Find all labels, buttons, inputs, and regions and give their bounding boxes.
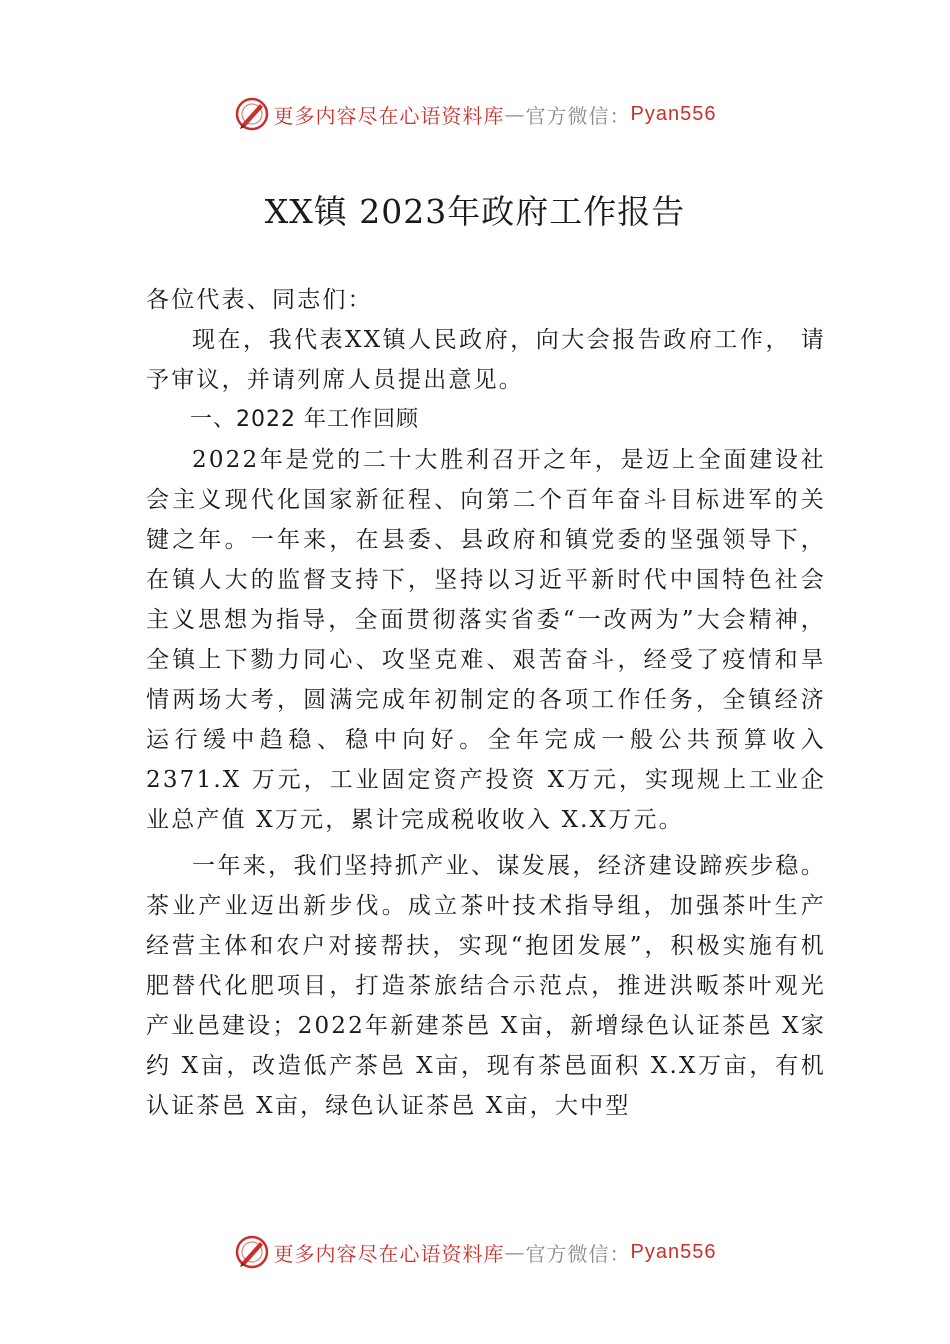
greeting: 各位代表、同志们： [146, 287, 373, 313]
banner-separator: — [504, 1240, 526, 1264]
document-body [146, 280, 826, 1126]
banner-wechat-label: 官方微信： [525, 103, 631, 128]
banner-wechat-label: 官方微信： [525, 1241, 631, 1266]
banner-wechat-id: Pyan556 [630, 1240, 717, 1263]
body-paragraph-1: 2022年是党的二十大胜利召开之年，是迈上全面建设社会主义现代化国家新征程、向第二个百年奋斗目标进军的关键之年。一年来，在县委、县政府和镇党委的坚强领导下， 在镇人大的监督支持下，坚持以习近平新时代中国特色社会主义思想为指导，全面贯彻落实省委“一改两为”大会精神， 全镇上下勠力同心、攻坚克难、艰苦奋斗，经受了疫情和旱情两场大考，圆满完成年初制定的各项工作任务，全镇经济运行缓中趋稳、稳中向好。全年完成一般公共预算收入2371.X 万元，工业固定资产投资 X万元，实现规上工业企业总产值 X万元，累计完成税收收入 X.X万元。 [146, 447, 826, 833]
banner-text: 更多内容尽在心语资料库 [273, 103, 505, 128]
document-title: XX镇 2023年政府工作报告 [264, 192, 686, 231]
footer-banner [0, 1232, 950, 1272]
banner-separator: — [504, 102, 526, 126]
banner-text: 更多内容尽在心语资料库 [273, 1241, 505, 1266]
header-banner [0, 94, 950, 134]
banner-wechat-id: Pyan556 [630, 102, 717, 125]
pen-seal-logo-icon [234, 1234, 270, 1270]
body-paragraph-2: 一年来，我们坚持抓产业、谋发展，经济建设蹄疾步稳。茶业产业迈出新步伐。成立茶叶技术指导组，加强茶叶生产经营主体和农户对接帮扶，实现“抱团发展”，积极实施有机肥替代化肥项目，打造茶旅结合示范点，推进洪畈茶叶观光产业⾢建设；2022年新建茶⾢ X亩，新增绿色认证茶⾢ X家约 X亩，改造低产茶⾢ X亩，现有茶⾢面积 X.X万亩，有机认证茶⾢ X亩，绿色认证茶⾢ X亩，大中型 [146, 853, 826, 1119]
intro-paragraph: 现在，我代表XX镇人民政府，向大会报告政府工作， 请予审议，并请列席人员提出意见。 [146, 327, 826, 393]
section-heading: 一、2022 年工作回顾 [190, 407, 419, 432]
pen-seal-logo-icon [234, 96, 270, 132]
